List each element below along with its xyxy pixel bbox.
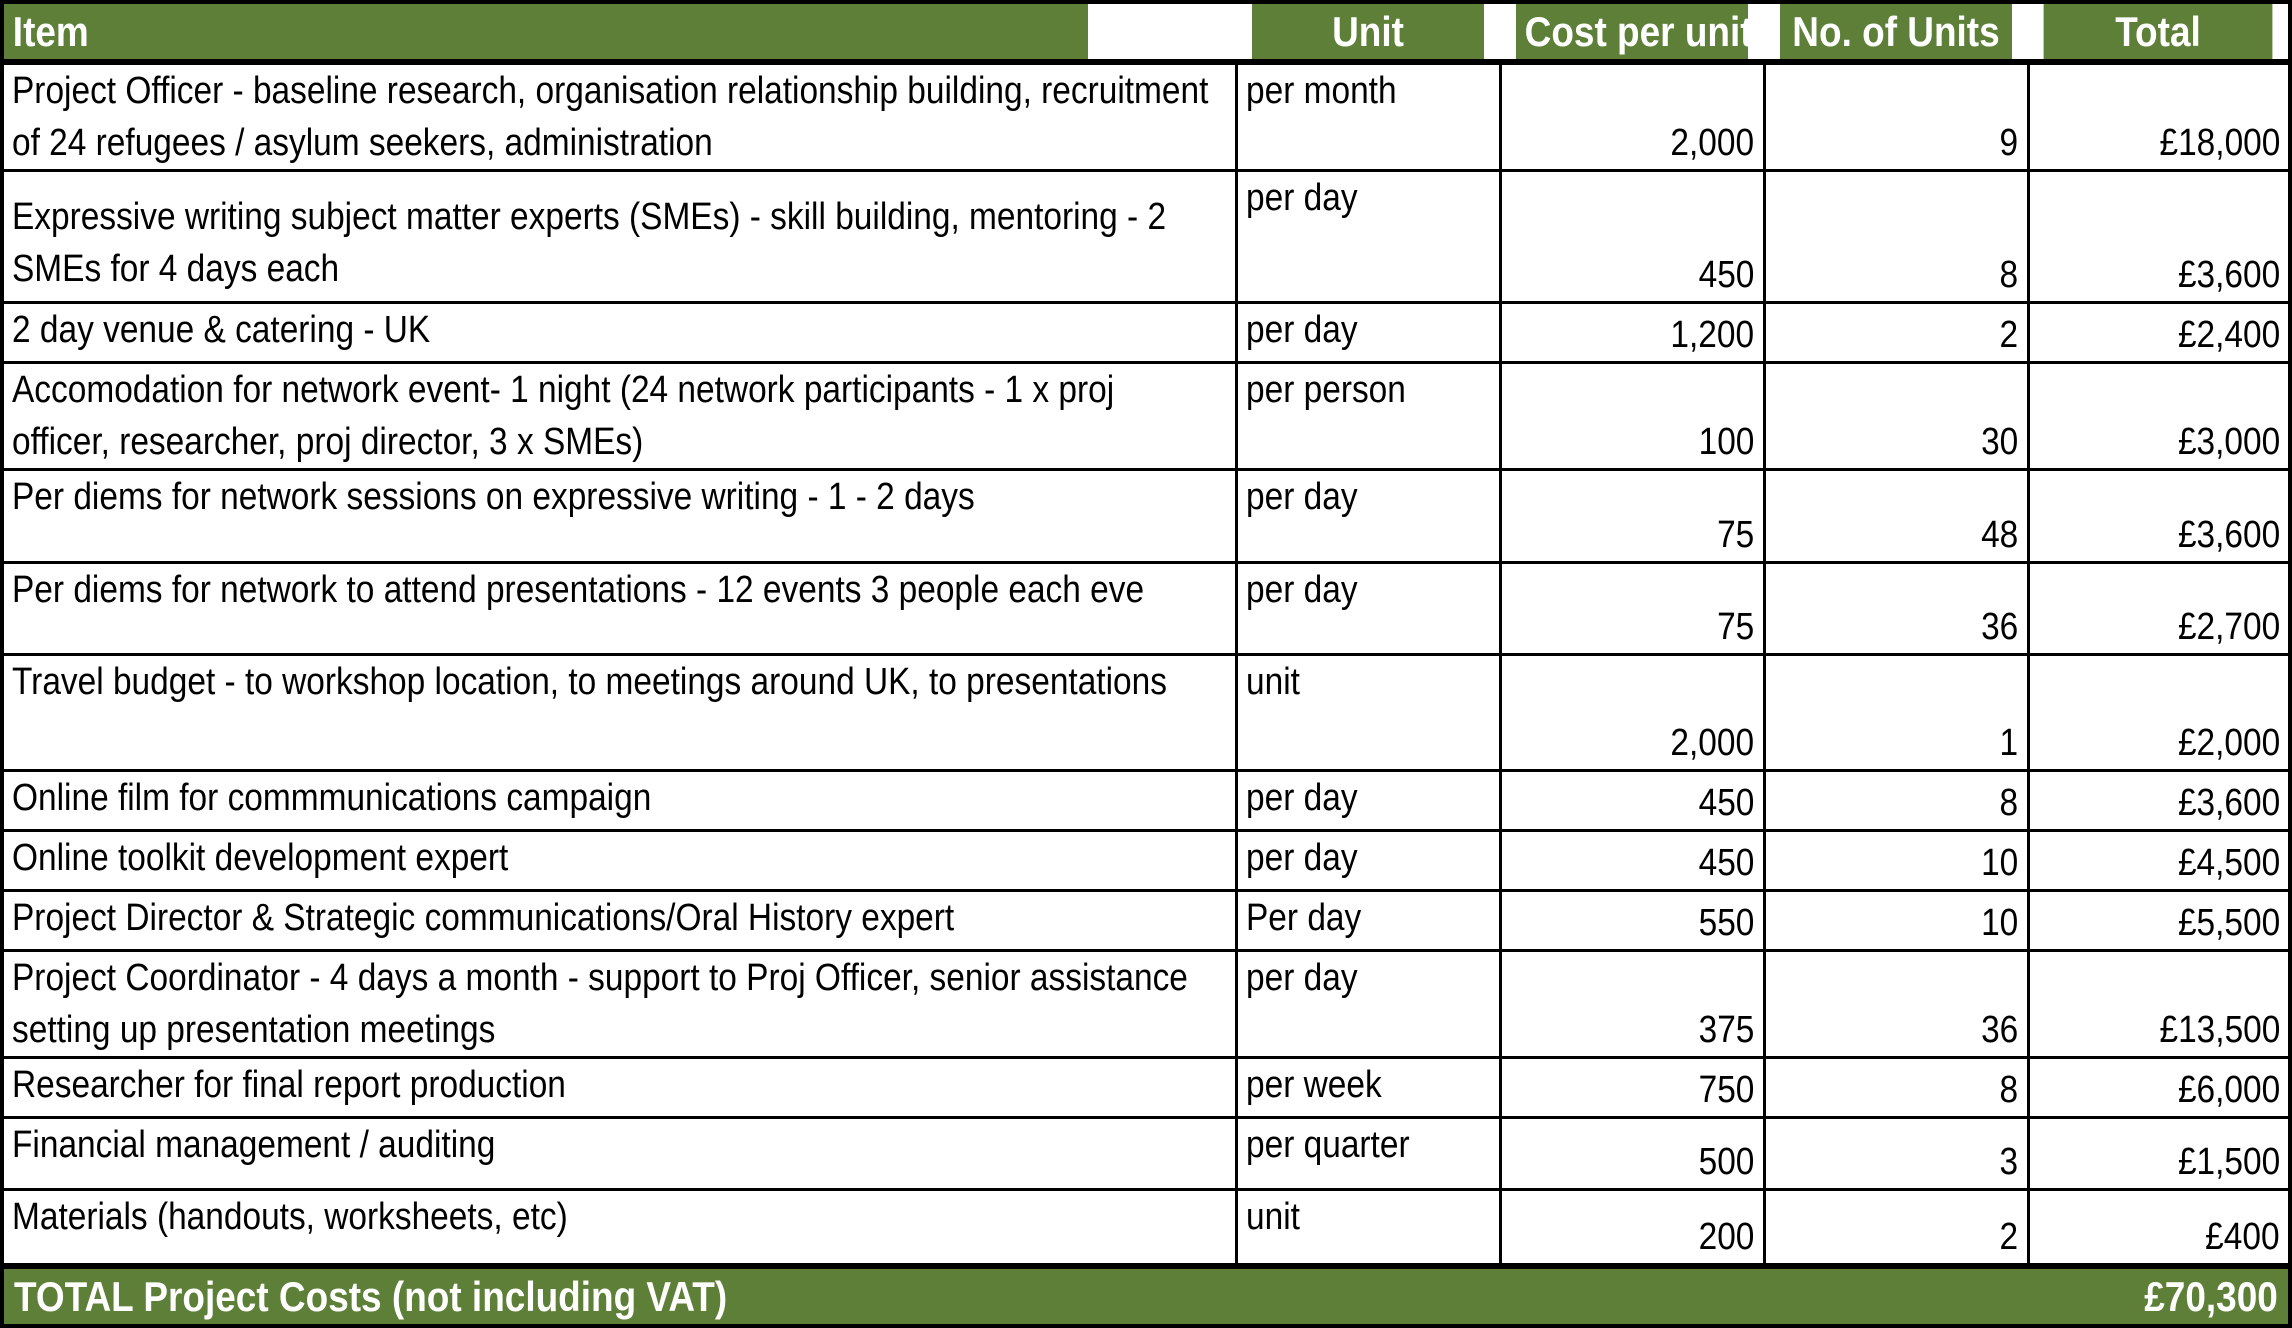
table-row <box>4 654 2288 770</box>
cell-unit[interactable]: per month <box>1236 62 1500 171</box>
cell-unit[interactable]: per day <box>1236 770 1500 830</box>
table-row <box>4 1058 2288 1118</box>
cell-cost[interactable]: 75 <box>1500 470 1764 562</box>
cell-item[interactable]: Per diems for network to attend presentations - 12 events 3 people each eve <box>4 562 1236 654</box>
cell-units[interactable]: 8 <box>1764 171 2028 303</box>
cell-total[interactable]: £18,000 <box>2028 62 2288 171</box>
table-row <box>4 303 2288 363</box>
cell-cost[interactable]: 550 <box>1500 890 1764 950</box>
cell-unit[interactable]: unit <box>1236 654 1500 770</box>
cell-units[interactable]: 2 <box>1764 1190 2028 1266</box>
table-row <box>4 171 2288 303</box>
cell-total[interactable]: £3,600 <box>2028 470 2288 562</box>
cell-unit[interactable]: per day <box>1236 470 1500 562</box>
cell-units[interactable]: 8 <box>1764 770 2028 830</box>
cell-item[interactable]: Accomodation for network event- 1 night (24 network participants - 1 x proj officer, researcher, proj director, 3 x SMEs) <box>4 363 1236 470</box>
table-row <box>4 62 2288 171</box>
cell-cost[interactable]: 450 <box>1500 770 1764 830</box>
cell-unit[interactable]: Per day <box>1236 890 1500 950</box>
cell-units[interactable]: 36 <box>1764 951 2028 1058</box>
cell-item[interactable]: Online toolkit development expert <box>4 830 1236 890</box>
cell-units[interactable]: 10 <box>1764 890 2028 950</box>
cell-cost[interactable]: 2,000 <box>1500 654 1764 770</box>
header-row <box>4 4 2288 62</box>
cell-item[interactable]: Online film for commmunications campaign <box>4 770 1236 830</box>
cell-unit[interactable]: per day <box>1236 830 1500 890</box>
header-total[interactable]: Total <box>2044 4 2273 62</box>
cell-total[interactable]: £6,000 <box>2028 1058 2288 1118</box>
cell-cost[interactable]: 200 <box>1500 1190 1764 1266</box>
cell-units[interactable]: 8 <box>1764 1058 2028 1118</box>
grand-total[interactable]: £70,300 <box>2028 1266 2288 1324</box>
cell-total[interactable]: £1,500 <box>2028 1118 2288 1190</box>
cell-unit[interactable]: per week <box>1236 1058 1500 1118</box>
cell-unit[interactable]: per quarter <box>1236 1118 1500 1190</box>
cell-item[interactable]: Project Coordinator - 4 days a month - support to Proj Officer, senior assistance setting up presentation meetings <box>4 951 1236 1058</box>
cell-units[interactable]: 9 <box>1764 62 2028 171</box>
cell-units[interactable]: 3 <box>1764 1118 2028 1190</box>
table-row <box>4 1118 2288 1190</box>
cell-unit[interactable]: per person <box>1236 363 1500 470</box>
cell-units[interactable]: 1 <box>1764 654 2028 770</box>
table-row <box>4 470 2288 562</box>
cell-unit[interactable]: per day <box>1236 951 1500 1058</box>
cell-item[interactable]: Financial management / auditing <box>4 1118 1236 1190</box>
table-row <box>4 363 2288 470</box>
header-item[interactable]: Item <box>4 4 1088 62</box>
header-no-of-units[interactable]: No. of Units <box>1780 4 2012 62</box>
cell-cost[interactable]: 450 <box>1500 171 1764 303</box>
total-label[interactable]: TOTAL Project Costs (not including VAT) <box>4 1266 2028 1324</box>
cell-unit[interactable]: per day <box>1236 171 1500 303</box>
cell-total[interactable]: £400 <box>2028 1190 2288 1266</box>
cell-total[interactable]: £3,600 <box>2028 171 2288 303</box>
table-row <box>4 1190 2288 1266</box>
cell-item[interactable]: Project Officer - baseline research, organisation relationship building, recruitment of 24 refugees / asylum seekers, administration <box>4 62 1236 171</box>
cell-item[interactable]: Project Director & Strategic communications/Oral History expert <box>4 890 1236 950</box>
cell-units[interactable]: 36 <box>1764 562 2028 654</box>
table-row <box>4 951 2288 1058</box>
cell-total[interactable]: £3,600 <box>2028 770 2288 830</box>
cell-item[interactable]: Travel budget - to workshop location, to meetings around UK, to presentations <box>4 654 1236 770</box>
cell-cost[interactable]: 500 <box>1500 1118 1764 1190</box>
header-unit[interactable]: Unit <box>1252 4 1484 62</box>
cell-total[interactable]: £4,500 <box>2028 830 2288 890</box>
budget-table <box>4 4 2288 1324</box>
cell-cost[interactable]: 375 <box>1500 951 1764 1058</box>
cell-total[interactable]: £2,400 <box>2028 303 2288 363</box>
cell-item[interactable]: Materials (handouts, worksheets, etc) <box>4 1190 1236 1266</box>
cell-item[interactable]: Expressive writing subject matter experts (SMEs) - skill building, mentoring - 2 SMEs for 4 days each <box>4 171 1236 303</box>
cell-units[interactable]: 48 <box>1764 470 2028 562</box>
table-row <box>4 562 2288 654</box>
cell-cost[interactable]: 450 <box>1500 830 1764 890</box>
table-row <box>4 890 2288 950</box>
cell-cost[interactable]: 1,200 <box>1500 303 1764 363</box>
cell-unit[interactable]: per day <box>1236 303 1500 363</box>
cell-item[interactable]: 2 day venue & catering - UK <box>4 303 1236 363</box>
cell-units[interactable]: 10 <box>1764 830 2028 890</box>
cell-units[interactable]: 30 <box>1764 363 2028 470</box>
cell-cost[interactable]: 100 <box>1500 363 1764 470</box>
table-row <box>4 830 2288 890</box>
total-row <box>4 1266 2288 1324</box>
cell-item[interactable]: Researcher for final report production <box>4 1058 1236 1118</box>
cell-units[interactable]: 2 <box>1764 303 2028 363</box>
cell-total[interactable]: £3,000 <box>2028 363 2288 470</box>
cell-cost[interactable]: 750 <box>1500 1058 1764 1118</box>
cell-total[interactable]: £2,700 <box>2028 562 2288 654</box>
cell-unit[interactable]: unit <box>1236 1190 1500 1266</box>
cell-total[interactable]: £2,000 <box>2028 654 2288 770</box>
header-cost-per-unit[interactable]: Cost per unit <box>1516 4 1748 62</box>
cell-total[interactable]: £13,500 <box>2028 951 2288 1058</box>
table-row <box>4 770 2288 830</box>
cell-item[interactable]: Per diems for network sessions on expressive writing - 1 - 2 days <box>4 470 1236 562</box>
cell-cost[interactable]: 75 <box>1500 562 1764 654</box>
cell-unit[interactable]: per day <box>1236 562 1500 654</box>
cell-cost[interactable]: 2,000 <box>1500 62 1764 171</box>
cell-total[interactable]: £5,500 <box>2028 890 2288 950</box>
